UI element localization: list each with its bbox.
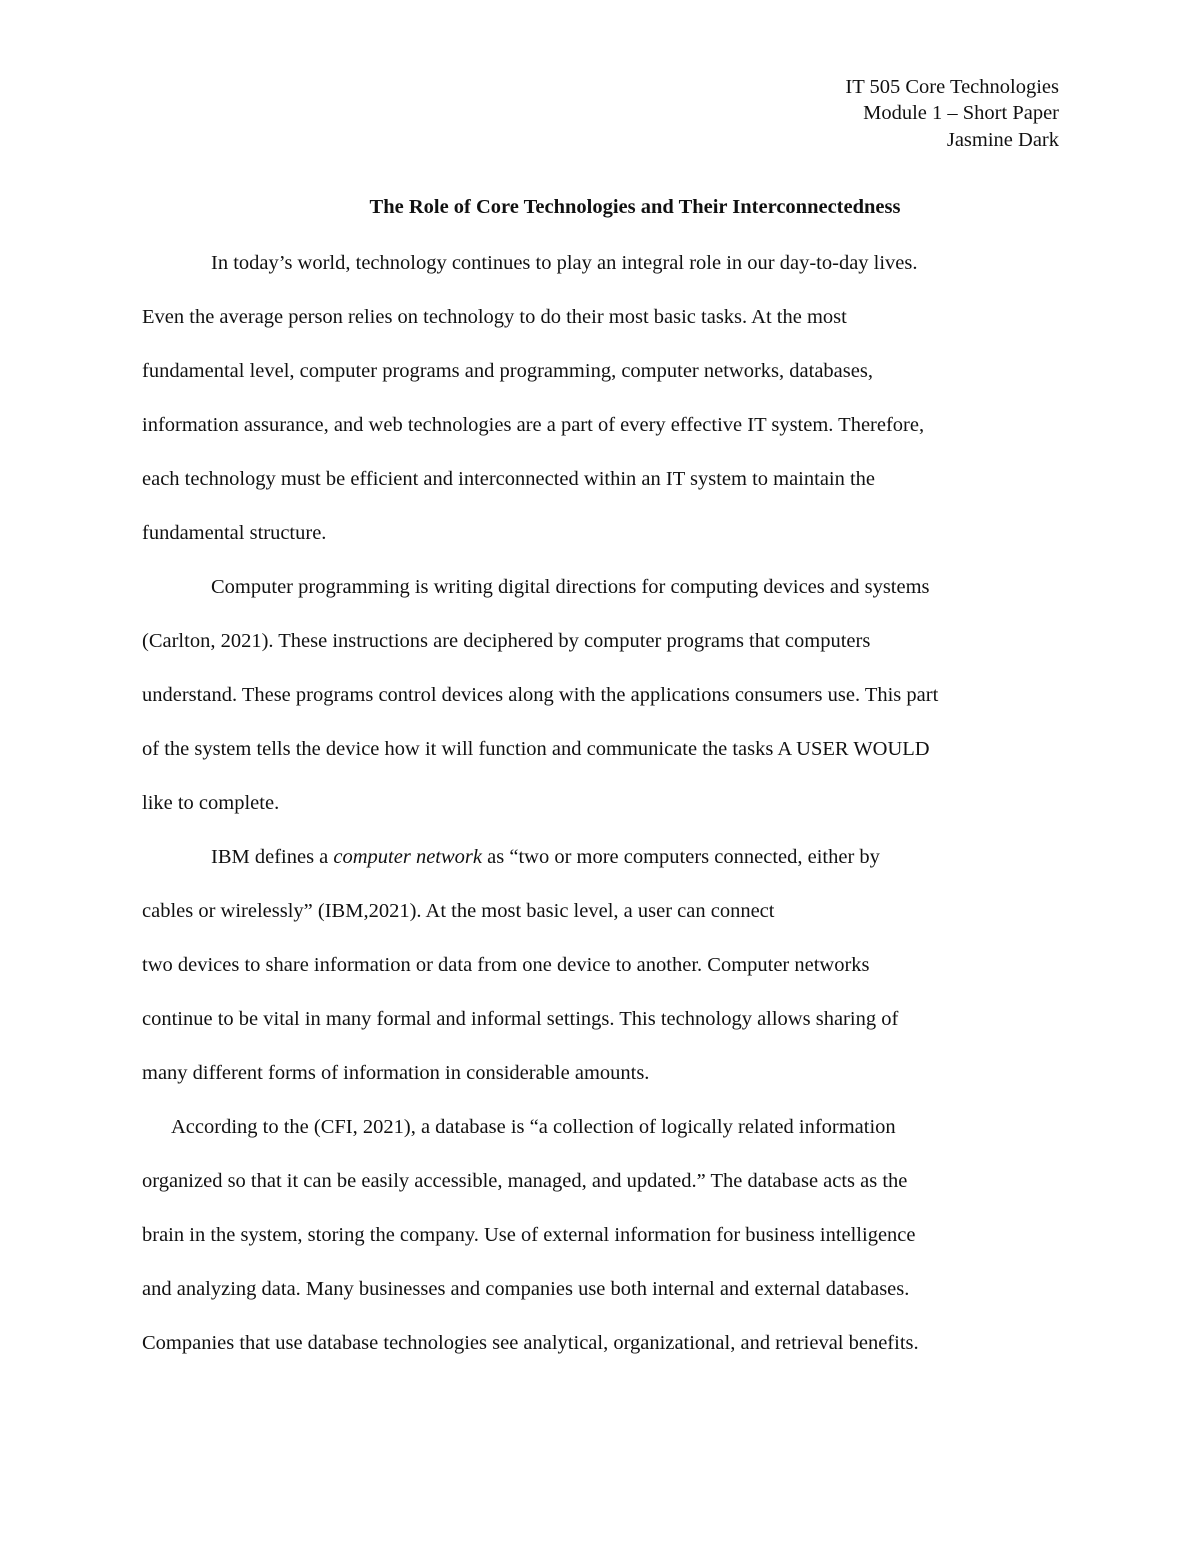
text-line: Companies that use database technologies see analytical, organizational, and retrieval benefits. <box>142 1332 919 1354</box>
text-segment: IBM defines a <box>211 846 334 868</box>
text-line: and analyzing data. Many businesses and companies use both internal and external databases. <box>142 1278 910 1300</box>
text-line: cables or wirelessly” (IBM,2021). At the most basic level, a user can connect <box>142 900 775 922</box>
text-line: each technology must be efficient and interconnected within an IT system to maintain the <box>142 468 876 490</box>
text-line: brain in the system, storing the company. Use of external information for business intelligence <box>142 1224 916 1246</box>
text-line <box>211 844 880 870</box>
author-name: Jasmine Dark <box>946 129 1059 151</box>
text-line: In today’s world, technology continues to play an integral role in our day-to-day lives. <box>211 252 918 274</box>
text-line: information assurance, and web technologies are a part of every effective IT system. Therefore, <box>142 414 925 436</box>
text-line: According to the (CFI, 2021), a database is “a collection of logically related information <box>171 1116 896 1138</box>
italic-term: computer network <box>333 846 483 868</box>
text-line: like to complete. <box>142 792 280 814</box>
text-line: organized so that it can be easily accessible, managed, and updated.” The database acts as the <box>142 1170 908 1192</box>
text-line: many different forms of information in considerable amounts. <box>142 1062 650 1084</box>
text-line: of the system tells the device how it will function and communicate the tasks A USER WOULD <box>142 738 930 760</box>
text-line: two devices to share information or data from one device to another. Computer networks <box>142 954 870 976</box>
text-line: fundamental level, computer programs and programming, computer networks, databases, <box>142 360 873 382</box>
assignment-name: Module 1 – Short Paper <box>863 102 1059 124</box>
text-line: continue to be vital in many formal and informal settings. This technology allows sharing of <box>142 1008 899 1030</box>
text-line: Computer programming is writing digital directions for computing devices and systems <box>211 576 930 598</box>
text-line: (Carlton, 2021). These instructions are deciphered by computer programs that computers <box>142 630 871 652</box>
text-line: fundamental structure. <box>142 522 327 544</box>
text-segment: as “two or more computers connected, either by <box>482 846 880 868</box>
text-line: Even the average person relies on technology to do their most basic tasks. At the most <box>142 306 847 328</box>
paper-title: The Role of Core Technologies and Their Interconnectedness <box>369 196 901 218</box>
course-name: IT 505 Core Technologies <box>845 76 1059 98</box>
text-line: understand. These programs control devices along with the applications consumers use. This part <box>142 684 939 706</box>
